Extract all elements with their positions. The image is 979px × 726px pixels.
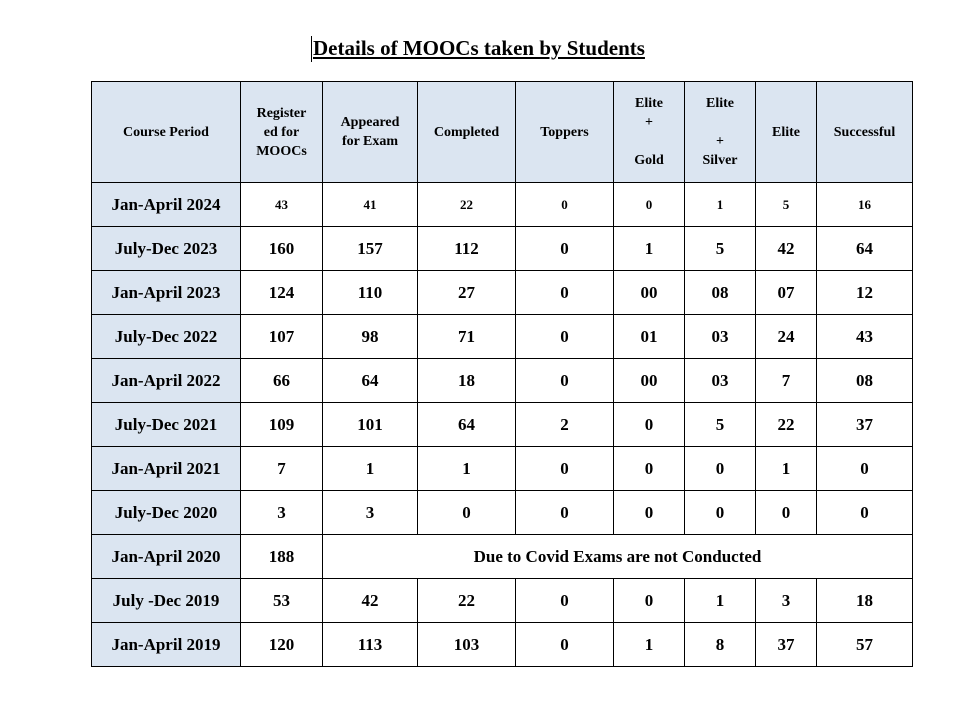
value-cell: 157 xyxy=(323,227,418,271)
value-cell: 0 xyxy=(516,227,614,271)
value-cell: 3 xyxy=(241,491,323,535)
header-elite-silver xyxy=(685,82,756,183)
header-line: Appeared xyxy=(340,115,400,130)
value-cell: 103 xyxy=(418,623,516,667)
header-appeared xyxy=(323,82,418,183)
value-cell: 42 xyxy=(756,227,817,271)
header-line: + xyxy=(645,115,653,130)
value-cell: 22 xyxy=(756,403,817,447)
value-cell: 0 xyxy=(516,579,614,623)
value-cell: 64 xyxy=(418,403,516,447)
value-cell: 37 xyxy=(756,623,817,667)
course-period-cell: July-Dec 2022 xyxy=(92,315,241,359)
value-cell: 27 xyxy=(418,271,516,315)
value-cell: 0 xyxy=(614,183,685,227)
value-cell: 2 xyxy=(516,403,614,447)
value-cell: 1 xyxy=(685,579,756,623)
value-cell: 188 xyxy=(241,535,323,579)
value-cell: 1 xyxy=(614,623,685,667)
value-cell: 42 xyxy=(323,579,418,623)
value-cell: 07 xyxy=(756,271,817,315)
course-period-cell: July-Dec 2021 xyxy=(92,403,241,447)
value-cell: 113 xyxy=(323,623,418,667)
value-cell: 0 xyxy=(516,315,614,359)
value-cell: 0 xyxy=(418,491,516,535)
header-elite xyxy=(756,82,817,183)
value-cell: 0 xyxy=(516,447,614,491)
value-cell: 18 xyxy=(418,359,516,403)
value-cell: 01 xyxy=(614,315,685,359)
value-cell: 0 xyxy=(614,447,685,491)
value-cell: 109 xyxy=(241,403,323,447)
course-period-cell: Jan-April 2021 xyxy=(92,447,241,491)
value-cell: 0 xyxy=(756,491,817,535)
header-registered xyxy=(241,82,323,183)
header-line: for Exam xyxy=(341,134,399,149)
value-cell: 0 xyxy=(516,183,614,227)
header-line: ed for xyxy=(263,124,300,140)
table-header-row xyxy=(92,82,913,183)
value-cell: 0 xyxy=(516,491,614,535)
value-cell: 0 xyxy=(614,403,685,447)
covid-note-cell: Due to Covid Exams are not Conducted xyxy=(323,535,913,579)
value-cell: 12 xyxy=(817,271,913,315)
header-line xyxy=(685,113,755,132)
page-title xyxy=(313,36,645,61)
course-period-cell: July -Dec 2019 xyxy=(92,579,241,623)
course-period-cell: Jan-April 2024 xyxy=(92,183,241,227)
table-row xyxy=(92,227,913,271)
value-cell: 1 xyxy=(614,227,685,271)
header-line: Successful xyxy=(833,124,896,140)
value-cell: 8 xyxy=(685,623,756,667)
value-cell: 0 xyxy=(516,271,614,315)
table-row xyxy=(92,271,913,315)
header-course-period xyxy=(92,82,241,183)
value-cell: 22 xyxy=(418,183,516,227)
value-cell: 0 xyxy=(685,447,756,491)
value-cell: 0 xyxy=(614,579,685,623)
value-cell: 98 xyxy=(323,315,418,359)
header-line xyxy=(614,132,684,151)
header-line: Gold xyxy=(634,153,664,168)
value-cell: 0 xyxy=(516,623,614,667)
text-cursor xyxy=(311,36,312,62)
header-line: Elite xyxy=(706,96,734,111)
table-row xyxy=(92,623,913,667)
value-cell: 03 xyxy=(685,315,756,359)
course-period-cell: Jan-April 2020 xyxy=(92,535,241,579)
value-cell: 43 xyxy=(241,183,323,227)
table-row xyxy=(92,403,913,447)
value-cell: 0 xyxy=(817,447,913,491)
header-line: Completed xyxy=(433,124,500,140)
value-cell: 22 xyxy=(418,579,516,623)
table-row xyxy=(92,183,913,227)
value-cell: 1 xyxy=(685,183,756,227)
table-row xyxy=(92,491,913,535)
value-cell: 57 xyxy=(817,623,913,667)
table-row xyxy=(92,315,913,359)
table-row xyxy=(92,535,913,579)
value-cell: 5 xyxy=(685,403,756,447)
value-cell: 0 xyxy=(614,491,685,535)
header-line: + xyxy=(716,134,724,149)
header-successful xyxy=(817,82,913,183)
value-cell: 18 xyxy=(817,579,913,623)
table-row xyxy=(92,359,913,403)
value-cell: 3 xyxy=(756,579,817,623)
value-cell: 120 xyxy=(241,623,323,667)
value-cell: 08 xyxy=(817,359,913,403)
value-cell: 1 xyxy=(418,447,516,491)
header-line: MOOCs xyxy=(256,143,307,159)
value-cell: 5 xyxy=(685,227,756,271)
value-cell: 00 xyxy=(614,359,685,403)
course-period-cell: July-Dec 2020 xyxy=(92,491,241,535)
value-cell: 03 xyxy=(685,359,756,403)
course-period-cell: Jan-April 2023 xyxy=(92,271,241,315)
value-cell: 66 xyxy=(241,359,323,403)
value-cell: 37 xyxy=(817,403,913,447)
header-line: Silver xyxy=(702,153,738,168)
value-cell: 08 xyxy=(685,271,756,315)
header-line: Course Period xyxy=(123,124,209,140)
value-cell: 5 xyxy=(756,183,817,227)
value-cell: 110 xyxy=(323,271,418,315)
value-cell: 0 xyxy=(685,491,756,535)
mooc-table xyxy=(91,81,913,667)
value-cell: 43 xyxy=(817,315,913,359)
header-toppers xyxy=(516,82,614,183)
table-row xyxy=(92,579,913,623)
value-cell: 101 xyxy=(323,403,418,447)
course-period-cell: Jan-April 2019 xyxy=(92,623,241,667)
value-cell: 71 xyxy=(418,315,516,359)
course-period-cell: July-Dec 2023 xyxy=(92,227,241,271)
value-cell: 00 xyxy=(614,271,685,315)
value-cell: 41 xyxy=(323,183,418,227)
header-line: Elite xyxy=(772,124,800,140)
value-cell: 7 xyxy=(241,447,323,491)
header-completed xyxy=(418,82,516,183)
value-cell: 0 xyxy=(817,491,913,535)
value-cell: 24 xyxy=(756,315,817,359)
value-cell: 64 xyxy=(817,227,913,271)
value-cell: 16 xyxy=(817,183,913,227)
value-cell: 1 xyxy=(756,447,817,491)
value-cell: 3 xyxy=(323,491,418,535)
value-cell: 1 xyxy=(323,447,418,491)
value-cell: 107 xyxy=(241,315,323,359)
value-cell: 7 xyxy=(756,359,817,403)
value-cell: 124 xyxy=(241,271,323,315)
course-period-cell: Jan-April 2022 xyxy=(92,359,241,403)
header-elite-gold xyxy=(614,82,685,183)
header-line: Toppers xyxy=(540,124,589,140)
value-cell: 0 xyxy=(516,359,614,403)
header-line: Register xyxy=(256,105,307,121)
value-cell: 53 xyxy=(241,579,323,623)
table-row xyxy=(92,447,913,491)
value-cell: 64 xyxy=(323,359,418,403)
page-title-text: Details of MOOCs taken by Students xyxy=(313,36,645,60)
header-line: Elite xyxy=(635,96,663,111)
value-cell: 160 xyxy=(241,227,323,271)
value-cell: 112 xyxy=(418,227,516,271)
